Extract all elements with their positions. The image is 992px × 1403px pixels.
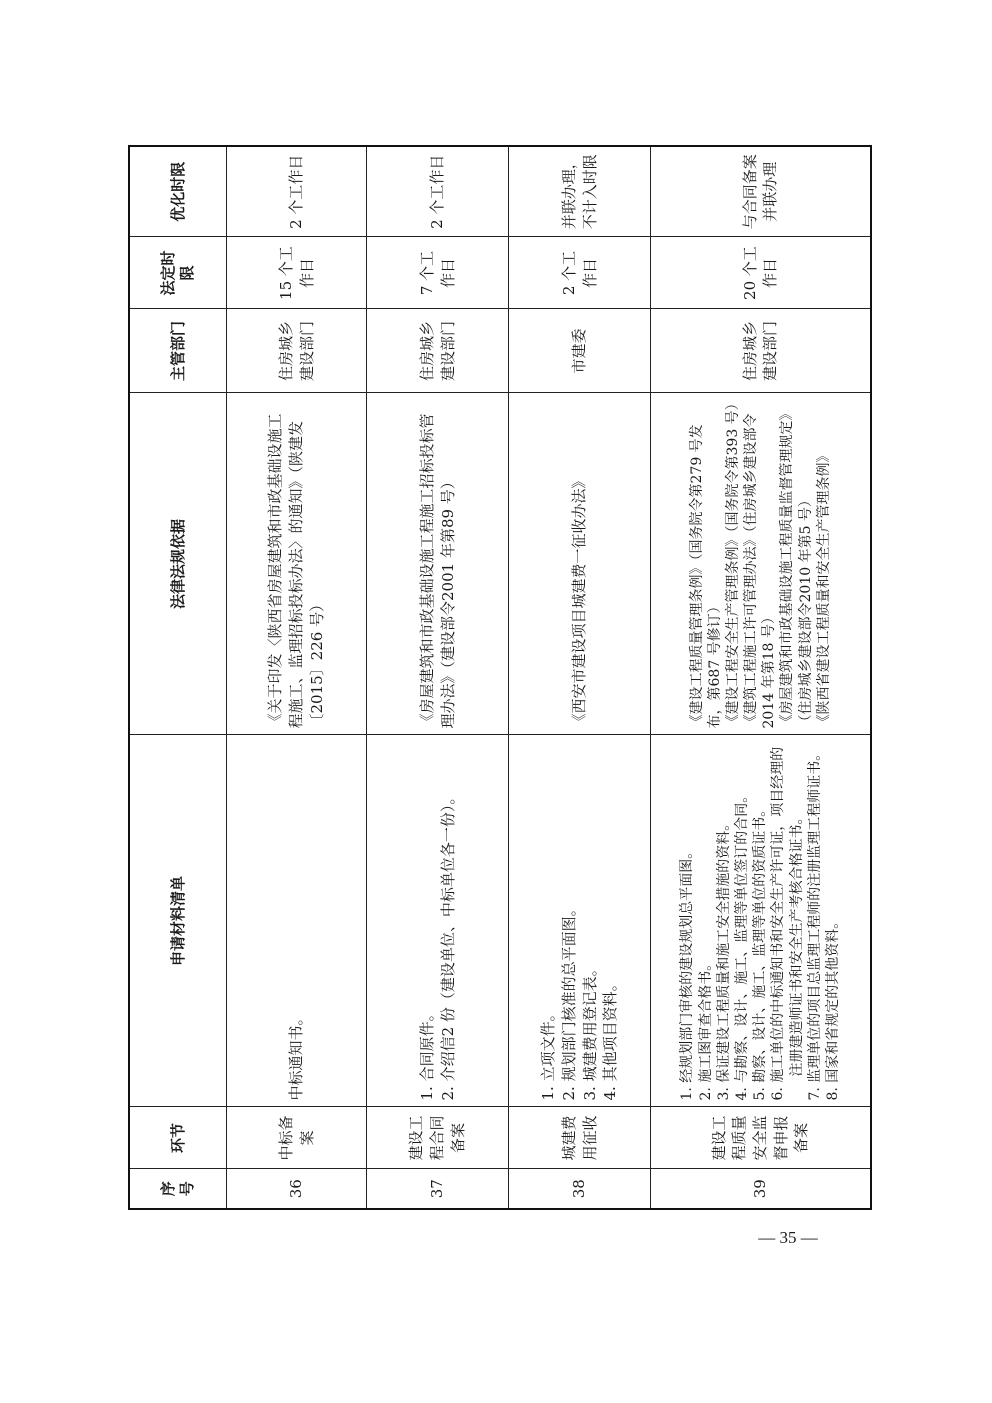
cell-stage: 建设工程质量安全监督申报备案 xyxy=(651,1107,871,1169)
material-item: 4. 与勘察、设计、施工、监理等单位签订的合同。 xyxy=(733,788,750,1101)
material-item: 2. 施工图审查合格书。 xyxy=(697,956,714,1101)
material-item: 1. 经规划部门审核的建设规划总平面图。 xyxy=(679,844,696,1101)
cell-stage: 建设工程合同备案 xyxy=(367,1107,509,1169)
cell-seq: 38 xyxy=(509,1169,651,1209)
material-item: 2. 介绍信2 份（建设单位、中标单位各一份）。 xyxy=(438,789,457,1101)
page-number: — 35 — xyxy=(758,1228,818,1247)
law-item: 《建设工程安全生产管理条例》（国务院令第393 号） xyxy=(724,396,741,729)
cell-opt-limit: 2 个工作日 xyxy=(367,146,509,237)
table-row xyxy=(227,146,367,1209)
cell-dept: 住房城乡建设部门 xyxy=(227,309,367,393)
cell-opt-limit: 2 个工作日 xyxy=(227,146,367,237)
cell-law xyxy=(509,393,651,735)
header-law: 法律法规依据 xyxy=(129,393,227,735)
cell-dept: 市建委 xyxy=(509,309,651,393)
table-row xyxy=(509,146,651,1209)
law-item: 《陕西省建设工程质量和安全生产管理条例》 xyxy=(815,448,832,729)
law-item: 《西安市建设项目城建费一征收办法》 xyxy=(570,473,589,729)
cell-opt-limit: 并联办理，不计入时限 xyxy=(509,146,651,237)
header-seq: 序号 xyxy=(129,1169,227,1209)
rotated-table-frame xyxy=(128,147,864,1210)
cell-law xyxy=(651,393,871,735)
header-dept: 主管部门 xyxy=(129,309,227,393)
material-item: 8. 国家和省规定的其他资料。 xyxy=(824,914,841,1101)
law-item: 《房屋建筑和市政基础设施工程施工招标投标管理办法》（建设部令2001 年第89 号） xyxy=(417,413,457,729)
cell-dept: 住房城乡建设部门 xyxy=(651,309,871,393)
header-legal-limit: 法定时限 xyxy=(129,237,227,309)
material-item: 1. 立项文件。 xyxy=(539,1006,558,1101)
material-item: 中标通知书。 xyxy=(287,1010,306,1101)
cell-materials xyxy=(651,735,871,1107)
cell-seq: 39 xyxy=(651,1169,871,1209)
cell-materials xyxy=(367,735,509,1107)
material-item: 7. 监理单位的项目总监理工程师的注册监理工程师证书。 xyxy=(806,746,823,1101)
approval-table xyxy=(128,145,872,1210)
material-item: 3. 城建费用登记表。 xyxy=(580,961,599,1101)
material-item: 2. 规划部门核准的总平面图。 xyxy=(559,901,578,1101)
header-stage: 环节 xyxy=(129,1107,227,1169)
material-item: 1. 合同原件。 xyxy=(417,1006,436,1101)
law-item: 《关于印发〈陕西省房屋建筑和市政基础设施工程施工、监理招标投标办法〉的通知》（陕建发〔2015〕226 号） xyxy=(266,413,326,729)
cell-dept: 住房城乡建设部门 xyxy=(367,309,509,393)
cell-seq: 37 xyxy=(367,1169,509,1209)
cell-materials xyxy=(509,735,651,1107)
cell-stage: 城建费用征收 xyxy=(509,1107,651,1169)
table-row xyxy=(651,146,871,1209)
material-item: 5. 勘察、设计、施工、监理等单位的资质证书。 xyxy=(752,802,769,1101)
cell-stage: 中标备案 xyxy=(227,1107,367,1169)
cell-legal-limit: 15 个工作日 xyxy=(227,237,367,309)
cell-legal-limit: 7 个工作日 xyxy=(367,237,509,309)
table-row xyxy=(367,146,509,1209)
cell-legal-limit: 2 个工作日 xyxy=(509,237,651,309)
table-header-row xyxy=(129,146,227,1209)
material-item: 6. 施工单位的中标通知书和安全生产许可证，项目经理的注册建造师证书和安全生产考核合格证书。 xyxy=(770,746,805,1101)
rotated-table-container xyxy=(128,147,864,1210)
cell-law xyxy=(227,393,367,735)
material-item: 3. 保证建设工程质量和施工安全措施的资料。 xyxy=(715,816,732,1101)
cell-opt-limit: 与合同备案并联办理 xyxy=(651,146,871,237)
law-item: 《建筑工程施工许可管理办法》（住房城乡建设部令2014 年第18 号） xyxy=(743,413,778,729)
cell-law xyxy=(367,393,509,735)
cell-seq: 36 xyxy=(227,1169,367,1209)
law-item: 《房屋建筑和市政基础设施工程质量监督管理规定》（住房城乡建设部令2010 年第5 号） xyxy=(779,406,814,729)
cell-materials xyxy=(227,735,367,1107)
law-item: 《建设工程质量管理条例》（国务院令第279 号发布，第687 号修订） xyxy=(688,424,723,729)
header-materials: 申请材料清单 xyxy=(129,735,227,1107)
material-item: 4. 其他项目资料。 xyxy=(601,976,620,1101)
cell-legal-limit: 20 个工作日 xyxy=(651,237,871,309)
header-opt-limit: 优化时限 xyxy=(129,146,227,237)
